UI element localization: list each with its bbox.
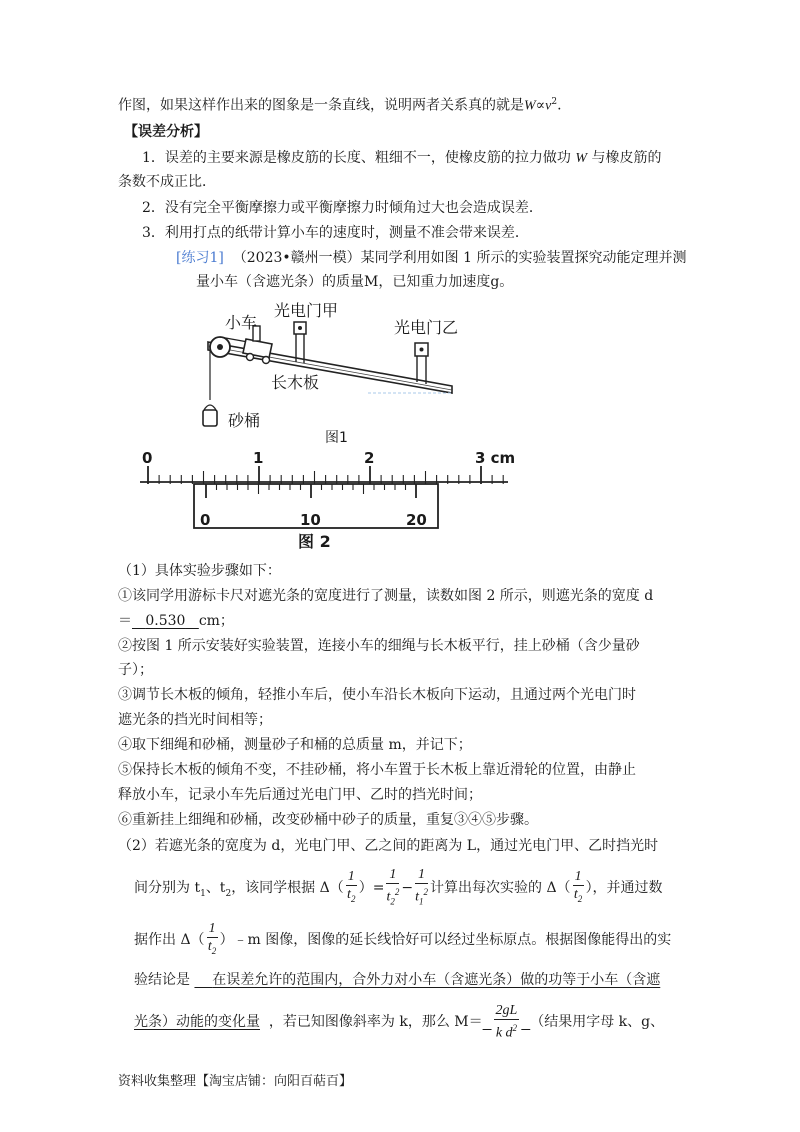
gate-a-label: 光电门甲 — [274, 301, 339, 320]
ans-den-d: d — [505, 1025, 513, 1041]
frac-1-over-t1sq — [415, 866, 428, 910]
main-tick-label-0: 0 — [142, 449, 153, 467]
frac-den-e — [207, 938, 218, 960]
error-analysis-heading: 【误差分析】 — [124, 124, 208, 140]
frac-1-over-t2-a — [346, 868, 357, 908]
error-item-1-w: W — [575, 151, 588, 166]
ans-den-exp: 2 — [512, 1023, 518, 1034]
step-6: ⑥重新挂上细绳和砂桶，改变砂桶中砂子的质量，重复③④⑤步骤。 — [118, 812, 538, 828]
gate-b-label: 光电门乙 — [394, 318, 459, 337]
figure-1-caption: 图1 — [325, 430, 348, 446]
answer-width — [132, 613, 199, 629]
error-item-1a: 1．误差的主要来源是橡皮筋的长度、粗细不一，使橡皮筋的拉力做功 — [142, 150, 571, 166]
error-item-1b: 与橡皮筋的 — [591, 150, 662, 166]
frac-den-d-t: t — [573, 887, 578, 903]
step-3a: ③调节长木板的倾角，轻推小车后，使小车沿长木板向下运动，且通过两个光电门时 — [118, 687, 636, 703]
formula-v: v — [545, 98, 552, 114]
step-1a: ①该同学用游标卡尺对遮光条的宽度进行了测量，读数如图 2 所示，则遮光条的宽度 d — [118, 588, 654, 604]
ans-den — [494, 1020, 520, 1042]
q2-b4: ）= — [358, 880, 385, 897]
step-4: ④取下细绳和砂桶，测量砂子和桶的总质量 m，并记下； — [118, 737, 472, 753]
q2-line-a: （2）若遮光条的宽度为 d，光电门甲、乙之间的距离为 L，通过光电门甲、乙时挡光时 — [118, 838, 659, 854]
frac-num-a: 1 — [347, 869, 355, 885]
practice-tag: [练习1] — [176, 250, 224, 266]
figure-2-vernier — [130, 448, 530, 534]
answer-conclusion-2: 光条）动能的变化量 — [134, 1014, 260, 1030]
minus-sign: − — [401, 880, 414, 897]
formula-prop: ∝ — [535, 97, 546, 114]
frac-den-e-sub: 2 — [211, 945, 217, 956]
frac-1-over-t2-b — [573, 868, 584, 908]
step-5b: 释放小车，记录小车先后通过光电门甲、乙时的挡光时间； — [118, 787, 482, 803]
practice-line1-text: （2023•赣州一模）某同学利用如图 1 所示的实验装置探究动能定理并测 — [232, 250, 687, 266]
frac-den-b-sub: 2 — [390, 896, 395, 907]
q2-e2: （结果用字母 k、g、 — [530, 1014, 665, 1030]
q2-line-d — [134, 970, 660, 990]
step-1-prefix: ＝ — [118, 613, 132, 629]
intro-period: . — [557, 97, 562, 114]
q2-b6: ），并通过数 — [585, 880, 663, 897]
intro-text: 作图，如果这样作出来的图象是一条直线，说明两者关系真的就是 — [118, 97, 524, 114]
step-2b: 子）； — [118, 662, 153, 678]
frac-answer-mass — [494, 1002, 520, 1042]
q2-e1: ，若已知图像斜率为 k，那么 M＝ — [268, 1014, 483, 1030]
frac-1-over-t2-c — [207, 920, 218, 960]
formula-exp: 2 — [551, 97, 558, 107]
cart-label: 小车 — [225, 313, 258, 332]
vernier-tick-label-10: 10 — [300, 511, 321, 529]
frac-num-c: 1 — [415, 866, 428, 884]
q2-b3: ，该同学根据 Δ（ — [231, 880, 344, 897]
frac-den-b-t: t — [386, 889, 391, 905]
formula-w: W — [524, 98, 536, 114]
frac-den-c — [415, 884, 428, 910]
frac-den-a-t: t — [347, 887, 351, 903]
ans-num: 2gL — [495, 1003, 518, 1019]
frac-num-e: 1 — [208, 921, 216, 937]
intro-line — [118, 92, 562, 117]
step-3b: 遮光条的挡光时间相等； — [118, 712, 272, 728]
answer-conclusion-1-text: 在误差允许的范围内，合外力对小车（含遮光条）做的功等于小车（含遮 — [212, 972, 661, 988]
figure-2-caption: 图 2 — [298, 532, 331, 551]
step-5a: ⑤保持长木板的倾角不变，不挂砂桶，将小车置于长木板上靠近滑轮的位置，由静止 — [118, 762, 636, 778]
photogate-b-icon — [415, 343, 428, 384]
q2-d1: 验结论是 — [134, 972, 190, 988]
frac-den-c-t: t — [415, 889, 419, 905]
main-tick-label-1: 1 — [253, 449, 264, 467]
answer-mass — [483, 1003, 531, 1041]
error-item-3: 3．利用打点的纸带计算小车的速度时，测量不准会带来误差． — [142, 225, 529, 241]
vernier-tick-label-0: 0 — [200, 511, 211, 529]
main-tick-label-3: 3 cm — [475, 449, 516, 467]
frac-1-over-t2sq — [386, 866, 399, 910]
q2-b2: 、t — [205, 880, 226, 897]
sand-bucket-icon — [203, 405, 217, 426]
step-1-unit: cm； — [198, 613, 234, 629]
q2-b5: 计算出每次实验的 Δ（ — [430, 880, 571, 897]
bucket-label: 砂桶 — [228, 411, 261, 430]
frac-den-d-sub: 2 — [577, 894, 583, 905]
vernier-tick-label-20: 20 — [406, 511, 427, 529]
frac-den-e-t: t — [207, 939, 212, 955]
frac-den-a-sub: 2 — [350, 894, 356, 905]
main-tick-label-2: 2 — [364, 449, 375, 467]
q2-sub2: 2 — [225, 889, 232, 900]
frac-den-b-sup: 2 — [394, 887, 400, 897]
board-label: 长木板 — [271, 373, 320, 392]
frac-den-b — [386, 884, 399, 910]
q2-b1: 间分别为 t — [134, 880, 201, 897]
frac-den-c-sup: 2 — [423, 887, 428, 897]
error-item-1 — [142, 148, 661, 169]
footer-text: 资料收集整理【淘宝店铺：向阳百萜百】 — [118, 1074, 353, 1089]
answer-width-value: 0.530 — [145, 613, 186, 629]
error-item-2: 2．没有完全平衡摩擦力或平衡摩擦力时倾角过大也会造成误差． — [142, 200, 543, 216]
frac-num-d: 1 — [574, 869, 582, 885]
step-1b — [118, 611, 234, 631]
practice-line-1 — [176, 248, 686, 268]
photogate-a-icon — [294, 322, 306, 363]
q2-c2: ）﹣m 图像，图像的延长线恰好可以经过坐标原点。根据图像能得出的实 — [219, 932, 672, 948]
q2-sub1: 1 — [200, 889, 206, 900]
ans-den-k: k — [495, 1025, 503, 1041]
q2-line-b — [134, 866, 663, 914]
frac-den-a — [346, 886, 357, 908]
error-item-1c: 条数不成正比． — [118, 174, 216, 190]
q2-line-e — [134, 1002, 664, 1042]
answer-conclusion-1 — [194, 972, 660, 988]
q2-line-c — [134, 920, 671, 960]
frac-den-d — [573, 886, 584, 908]
frac-num-b: 1 — [386, 866, 399, 884]
q1-intro: （1）具体实验步骤如下： — [118, 563, 281, 579]
q2-c1: 据作出 Δ（ — [134, 932, 205, 948]
practice-line-2: 量小车（含遮光条）的质量M，已知重力加速度g。 — [196, 274, 514, 290]
step-2a: ②按图 1 所示安装好实验装置，连接小车的细绳与长木板平行，挂上砂桶（含少量砂 — [118, 638, 640, 654]
frac-den-c-sub: 1 — [419, 896, 424, 907]
